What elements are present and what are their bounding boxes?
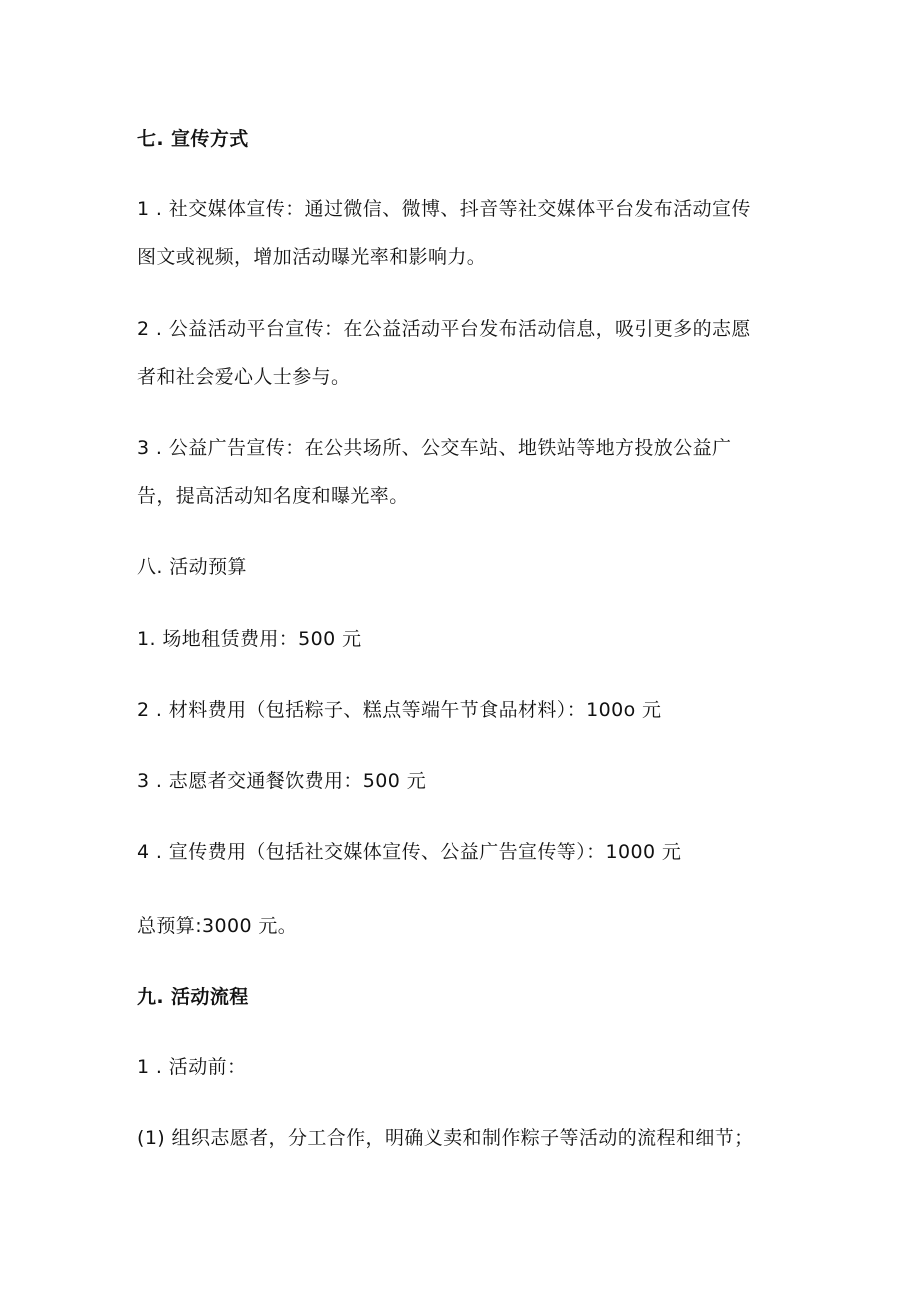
publicity-item-social-media-line2: 图文或视频，增加活动曝光率和影响力。: [137, 246, 487, 268]
budget-item-venue: 1. 场地租赁费用：500 元: [137, 628, 362, 650]
publicity-item-public-ads-line2: 告，提高活动知名度和曝光率。: [137, 485, 409, 507]
budget-item-materials: 2 . 材料费用（包括粽子、糕点等端午节食品材料）：100o 元: [137, 699, 662, 721]
process-item-before: 1 . 活动前：: [137, 1056, 247, 1078]
publicity-item-charity-platform-line2: 者和社会爱心人士参与。: [137, 366, 351, 388]
publicity-item-public-ads-line1: 3 . 公益广告宣传：在公共场所、公交车站、地铁站等地方投放公益广: [137, 437, 732, 459]
budget-item-volunteer-transport: 3 . 志愿者交通餐饮费用：500 元: [137, 770, 427, 792]
publicity-item-social-media-line1: 1 . 社交媒体宣传：通过微信、微博、抖音等社交媒体平台发布活动宣传: [137, 198, 751, 220]
publicity-item-charity-platform-line1: 2 . 公益活动平台宣传：在公益活动平台发布活动信息，吸引更多的志愿: [137, 318, 751, 340]
section-heading-publicity: 七. 宣传方式: [137, 128, 249, 150]
process-subitem-organize-volunteers: (1) 组织志愿者，分工合作，明确义卖和制作粽子等活动的流程和细节；: [137, 1127, 754, 1149]
budget-item-publicity: 4 . 宣传费用（包括社交媒体宣传、公益广告宣传等）：1000 元: [137, 841, 682, 863]
budget-total: 总预算:3000 元。: [137, 915, 298, 937]
section-heading-budget: 八. 活动预算: [137, 556, 247, 578]
section-heading-process: 九. 活动流程: [137, 986, 249, 1008]
